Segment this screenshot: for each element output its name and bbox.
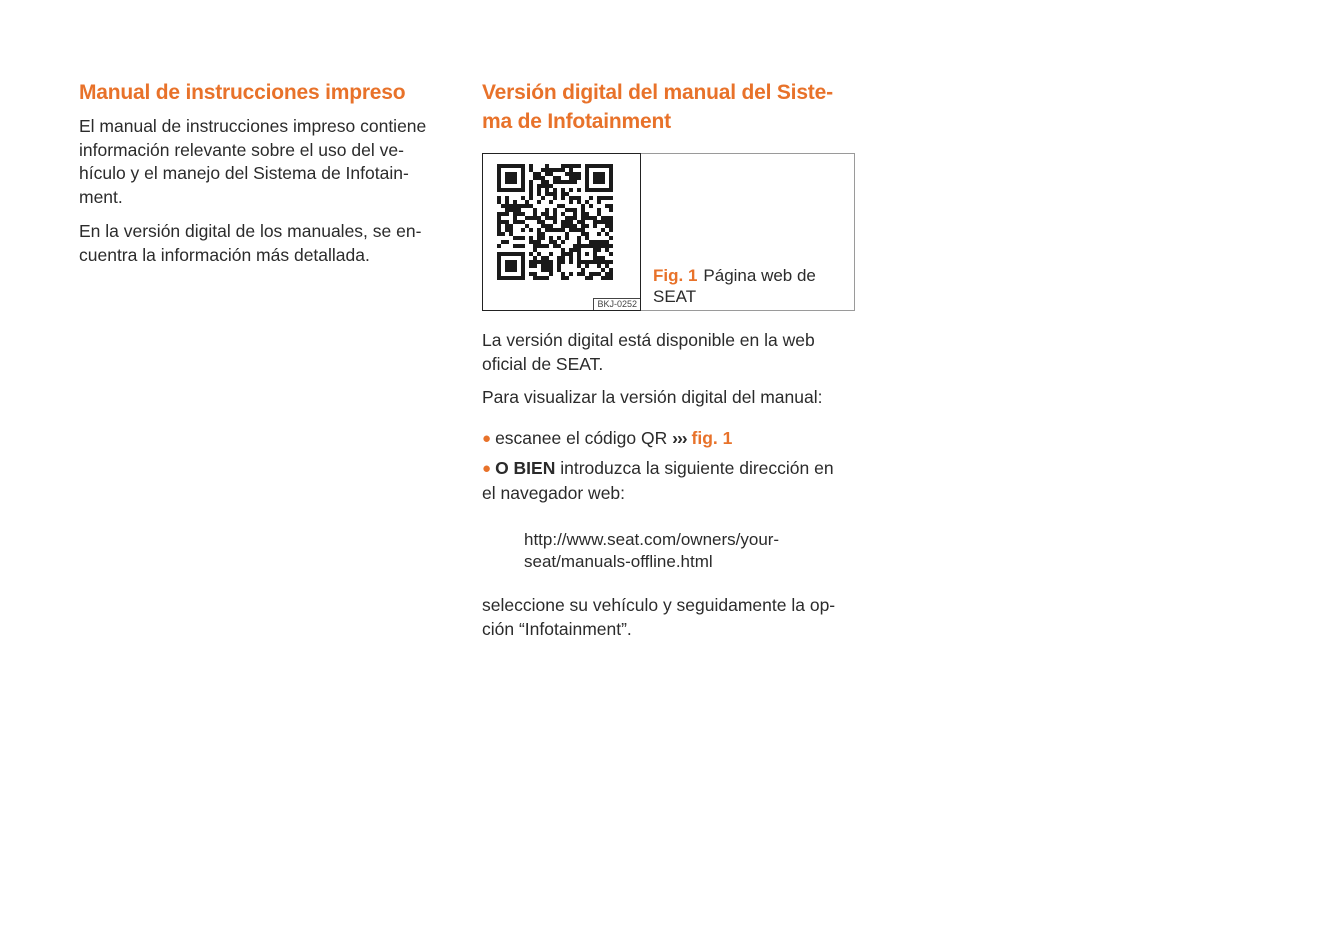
text-line: ment. bbox=[79, 186, 123, 207]
bullet-text: escanee el código QR bbox=[495, 428, 668, 448]
paragraph-availability bbox=[482, 329, 815, 376]
text-line: seleccione su vehículo y seguidamente la op- bbox=[482, 595, 836, 615]
text-line: ción “Infotainment”. bbox=[482, 618, 632, 639]
text-line: información relevante sobre el uso del ve- bbox=[79, 139, 404, 160]
caption-line: Página web de bbox=[703, 266, 816, 285]
bullet-item-scan bbox=[482, 427, 732, 452]
bullet-text: introduzca la siguiente dirección en bbox=[560, 458, 834, 478]
url-line: http://www.seat.com/owners/your- bbox=[524, 530, 780, 549]
paragraph-printed-manual bbox=[79, 115, 426, 209]
bullet-item-url bbox=[482, 457, 834, 505]
bullet-icon: ● bbox=[482, 430, 492, 447]
qr-frame bbox=[482, 153, 641, 311]
figure-label: Fig. 1 bbox=[653, 266, 698, 285]
heading-line: ma de Infotainment bbox=[482, 110, 671, 133]
bold-or: O BIEN bbox=[495, 458, 556, 478]
paragraph-digital-versions bbox=[79, 220, 421, 267]
bullet-icon: ● bbox=[482, 460, 492, 477]
caption-line: SEAT bbox=[653, 287, 697, 306]
url-line: seat/manuals-offline.html bbox=[524, 552, 713, 571]
paragraph-select-vehicle bbox=[482, 594, 835, 641]
heading-line: Versión digital del manual del Siste- bbox=[482, 81, 833, 104]
figure-caption bbox=[653, 265, 816, 307]
text-line: El manual de instrucciones impreso contiene bbox=[79, 116, 427, 136]
text-line: cuentra la información más detallada. bbox=[79, 244, 370, 265]
reference-arrows: ››› bbox=[672, 428, 687, 448]
text-line: oficial de SEAT. bbox=[482, 353, 604, 374]
text-line: La versión digital está disponible en la web bbox=[482, 330, 815, 350]
manual-url[interactable] bbox=[524, 529, 779, 573]
figure-qr-code bbox=[482, 153, 855, 311]
text-line: hículo y el manejo del Sistema de Infotain- bbox=[79, 163, 409, 183]
section-heading-digital-manual bbox=[482, 78, 833, 136]
text-line: el navegador web: bbox=[482, 482, 626, 503]
figure-code: BKJ-0252 bbox=[593, 298, 640, 310]
text-line: En la versión digital de los manuales, se en- bbox=[79, 221, 422, 241]
section-heading-printed-manual: Manual de instrucciones impreso bbox=[79, 81, 406, 104]
figure-reference-link[interactable]: fig. 1 bbox=[691, 428, 733, 448]
paragraph-instructions: Para visualizar la versión digital del manual: bbox=[482, 387, 823, 407]
text-line bbox=[482, 457, 834, 482]
qr-code-icon bbox=[497, 164, 613, 280]
